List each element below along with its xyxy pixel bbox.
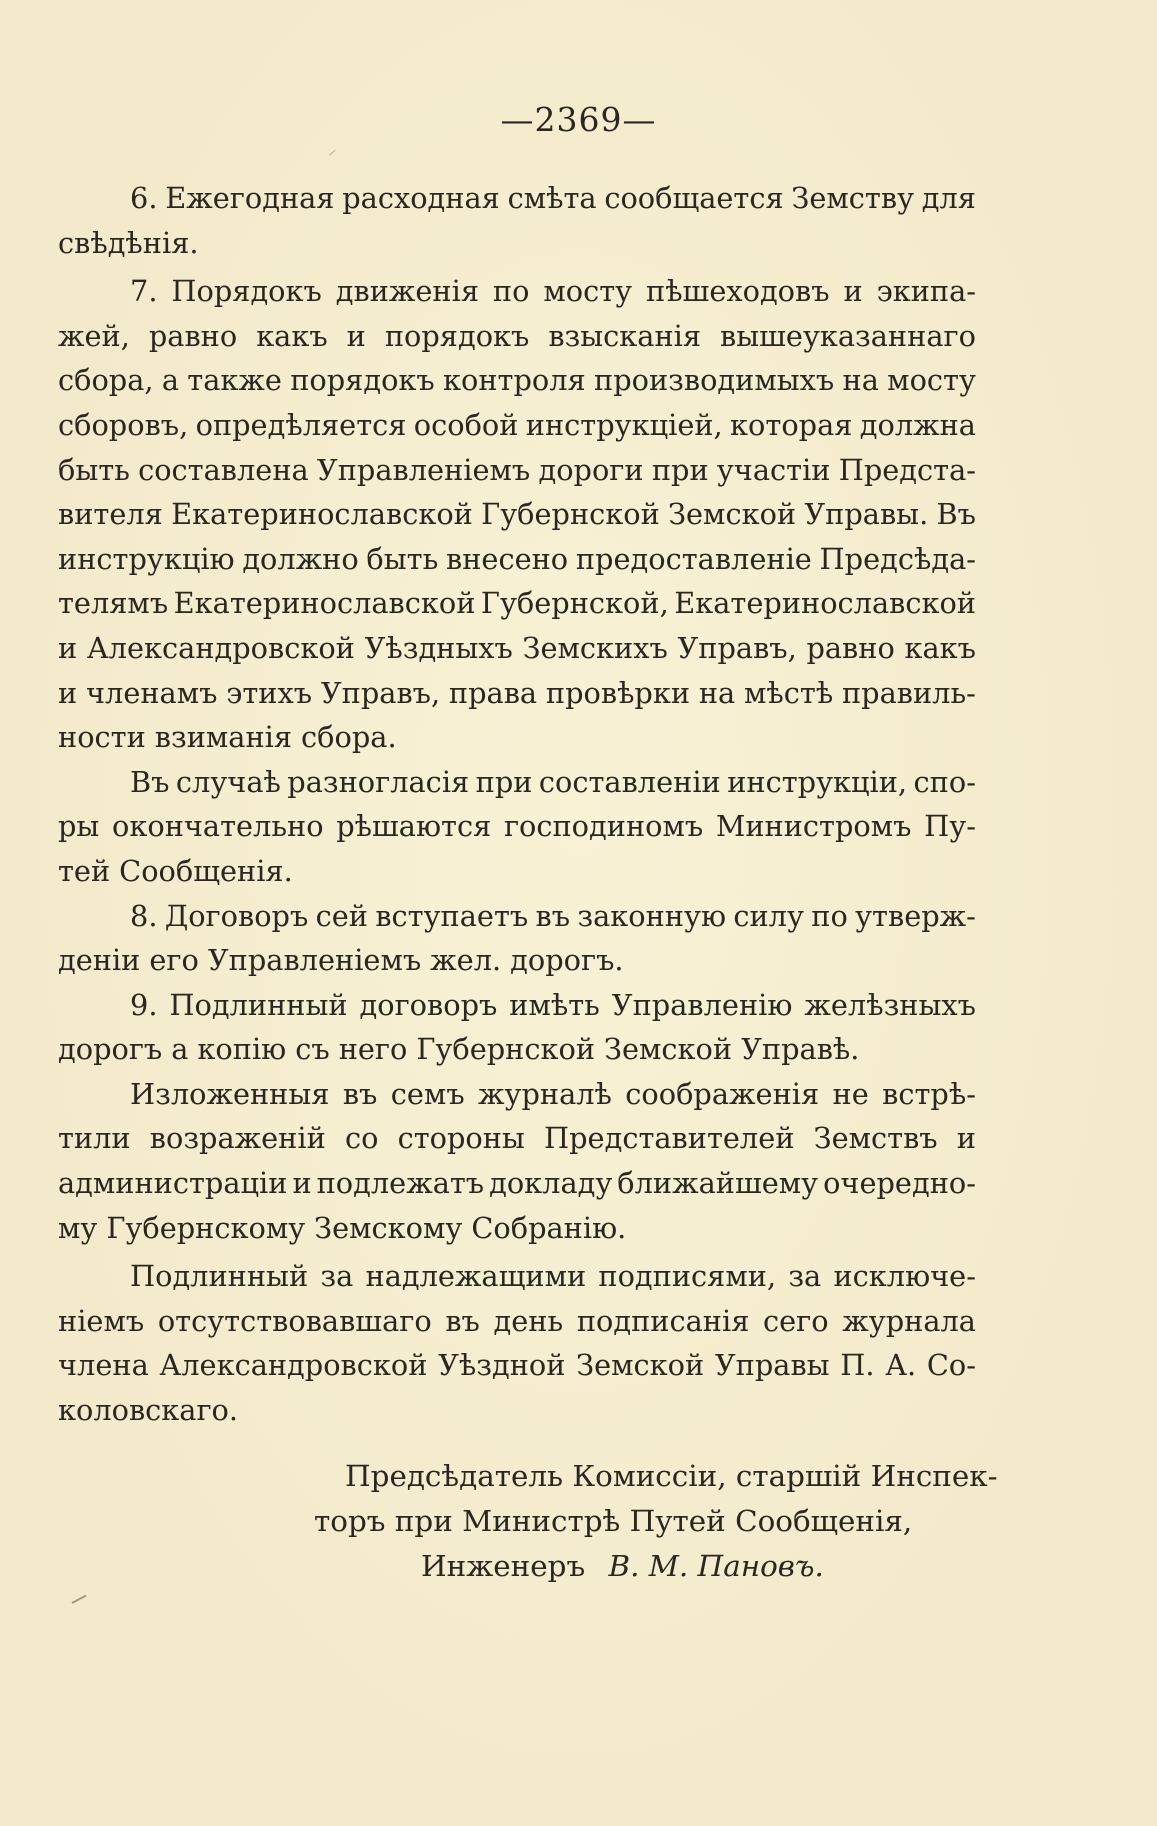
paragraph-p8	[58, 894, 976, 983]
text-line: тили возраженій со стороны Представителей Земствъ и	[58, 1121, 976, 1156]
paragraph-p6	[58, 176, 976, 265]
text-line: му Губернскому Земскому Собранію.	[58, 1210, 627, 1245]
ink-mark	[72, 1595, 89, 1608]
paragraph-p9	[58, 983, 976, 1072]
ink-mark	[329, 150, 337, 157]
text-line: члена Александровской Уѣздной Земской Управы П. А. Со-	[58, 1348, 976, 1383]
text-line: дорогъ а копію съ него Губернской Земской Управѣ.	[58, 1032, 860, 1067]
text-line: тей Сообщенія.	[58, 853, 293, 888]
paragraph-p7	[58, 269, 976, 760]
text-line: 7. Порядокъ движенія по мосту пѣшеходовъ и экипа-	[130, 274, 976, 309]
text-line: телямъ Екатеринославской Губернской, Екатеринославской	[58, 586, 976, 621]
signature-line-1	[345, 1454, 998, 1499]
text-line: деніи его Управленіемъ жел. дорогъ.	[58, 943, 624, 978]
paragraph-p7b	[58, 760, 976, 894]
text-line: и членамъ этихъ Управъ, права провѣрки на мѣстѣ правиль-	[58, 675, 976, 710]
text-line: и Александровской Уѣздныхъ Земскихъ Управъ, равно какъ	[58, 630, 976, 665]
page-number: —2369—	[500, 100, 657, 139]
text-line: Изложенныя въ семъ журналѣ соображенія не встрѣ-	[130, 1076, 976, 1111]
text-line: свѣдѣнія.	[58, 225, 199, 260]
text-line: Подлинный за надлежащими подписями, за исключе-	[130, 1259, 976, 1294]
text-line: 8. Договоръ сей вступаетъ въ законную силу по утверж-	[130, 898, 976, 933]
text-line: ры окончательно рѣшаются господиномъ Министромъ Пу-	[58, 809, 976, 844]
text-line: жей, равно какъ и порядокъ взысканія вышеуказаннаго	[58, 318, 976, 353]
document-body	[58, 176, 976, 1433]
text-line: Въ случаѣ разногласія при составленіи инструкціи, спо-	[130, 764, 976, 799]
signature-line-3	[421, 1544, 824, 1589]
paragraph-p11	[58, 1254, 976, 1432]
text-line: коловскаго.	[58, 1393, 239, 1428]
text-line: ности взиманія сбора.	[58, 720, 397, 755]
text-line: 6. Ежегодная расходная смѣта сообщается Земству для	[130, 181, 976, 215]
signature-title: Инженеръ	[421, 1549, 586, 1583]
text-line: ніемъ отсутствовавшаго въ день подписанія сего журнала	[58, 1303, 976, 1338]
signature-line-1-text: Предсѣдатель Комиссіи, старшій Инспек-	[345, 1459, 998, 1493]
text-line: сбора, а также порядокъ контроля производимыхъ на мосту	[58, 363, 976, 398]
paragraph-p10	[58, 1072, 976, 1250]
text-line: 9. Подлинный договоръ имѣть Управленію желѣзныхъ	[130, 987, 976, 1022]
text-line: быть составлена Управленіемъ дороги при участіи Предста-	[58, 452, 976, 487]
text-line: сборовъ, опредѣляется особой инструкціей, которая должна	[58, 407, 976, 442]
text-line: инструкцію должно быть внесено предоставленіе Предсѣда-	[58, 541, 976, 576]
signature-name: В. М. Пановъ.	[608, 1549, 824, 1583]
text-line: администраціи и подлежатъ докладу ближайшему очередно-	[58, 1166, 976, 1201]
text-line: вителя Екатеринославской Губернской Земской Управы. Въ	[58, 497, 976, 532]
signature-line-2: торъ при Министрѣ Путей Сообщенія,	[314, 1504, 913, 1538]
